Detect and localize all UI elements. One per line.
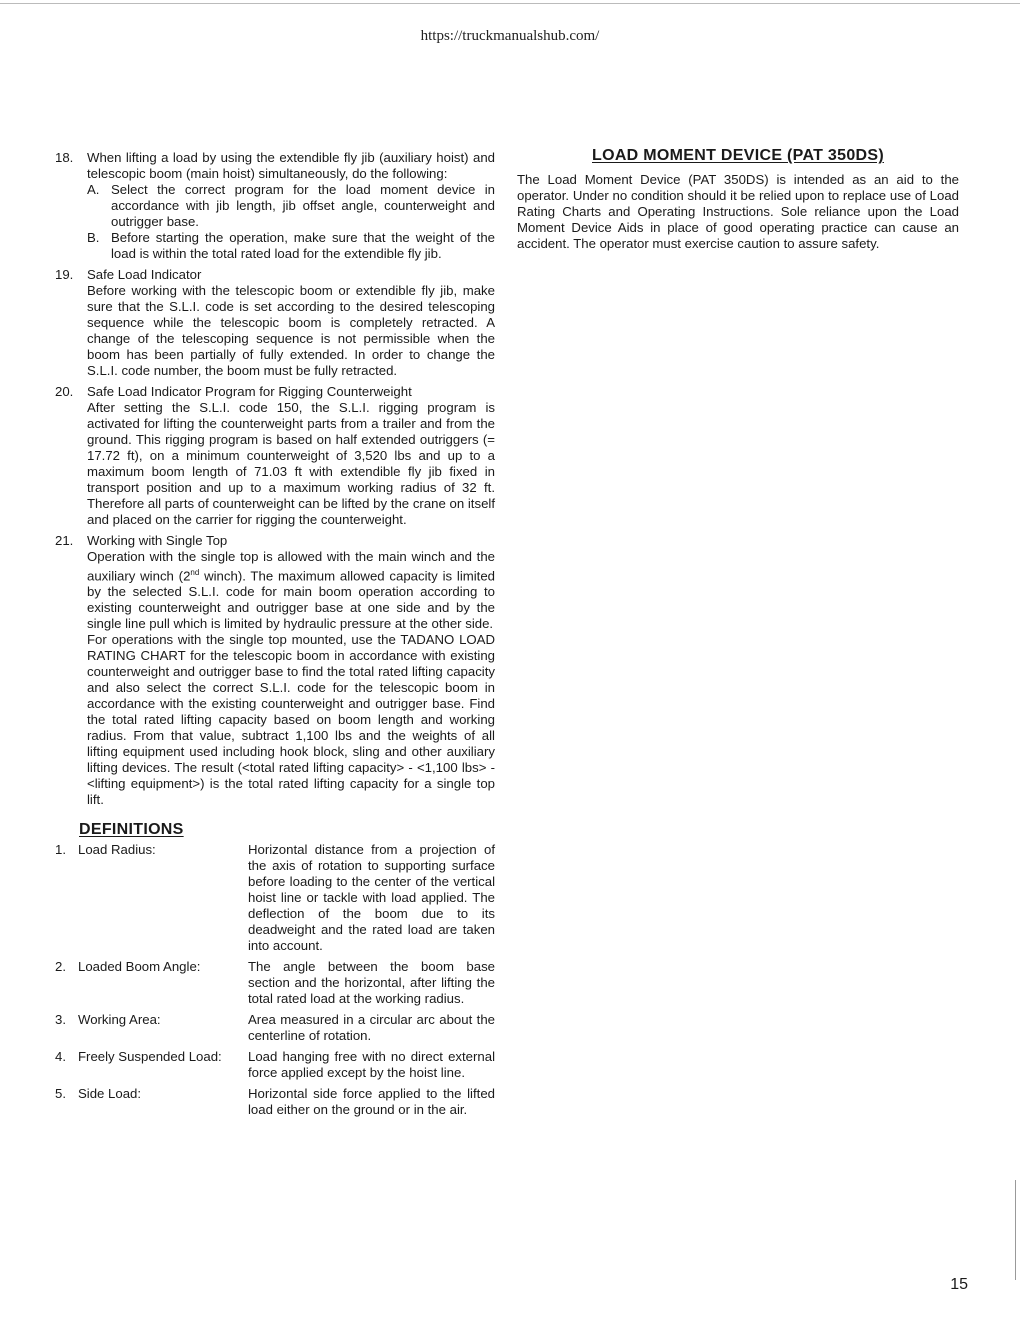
item-text-part-a: Operation with the single top is allowed with the main winch and the auxiliary winch (2 (87, 549, 495, 584)
definition-term: Loaded Boom Angle: (78, 959, 201, 975)
item-text-2: For operations with the single top mounted, use the TADANO LOAD RATING CHART for the telescopic boom in accordance with existing counterweight and outrigger base to find the total rated lifting capacity and also select the correct S.L.I. code for the telescopic boom in accordance with the existing counterweight and outrigger base. Find the total rated lifting capacity based on boom length and working radius. From that value, subtract 1,100 lbs and the weights of all lifting equipment used including hook block, sling and other auxiliary lifting devices. The result (<total rated lifting capacity> - <1,100 lbs> - <lifting equipment>) is the total rated lifting capacity for a single top lift. (87, 632, 495, 808)
definition-term: Side Load: (78, 1086, 142, 1102)
sub-item-text: Before starting the operation, make sure that the weight of the load is within the total rated load for the extendible fly jib. (111, 230, 495, 261)
definition-text: Load hanging free with no direct external force applied except by the hoist line. (248, 1049, 495, 1081)
left-column (55, 150, 495, 1123)
list-item-21 (55, 533, 495, 808)
definitions-heading: DEFINITIONS (79, 821, 184, 839)
item-number: 18. (55, 150, 74, 165)
load-moment-device-heading: LOAD MOMENT DEVICE (PAT 350DS) (592, 147, 884, 164)
top-border-line (0, 3, 1020, 4)
sub-item-a (87, 182, 495, 230)
item-intro: When lifting a load by using the extendible fly jib (auxiliary hoist) and telescopic boom (main hoist) simultaneously, do the following: (87, 150, 495, 181)
definition-4 (55, 1049, 495, 1081)
definition-1 (55, 842, 495, 954)
definition-number: 1. (55, 842, 66, 858)
scan-edge-line (1015, 1180, 1016, 1280)
list-item-18 (55, 150, 495, 262)
load-moment-device-text: The Load Moment Device (PAT 350DS) is intended as an aid to the operator. Under no condition should it be relied upon to replace use of Load Rating Charts and Operating Instructions. Sole reliance upon the Load Moment Device Aids in place of good operating practice can cause an accident. The operator must exercise caution to assure safety. (517, 172, 959, 251)
definition-text: Horizontal side force applied to the lifted load either on the ground or in the air. (248, 1086, 495, 1118)
list-item-20 (55, 384, 495, 528)
item-text-part-b: winch). The maximum allowed capacity is limited by the selected S.L.I. code for main boom operation according to existing counterweight and outrigger base at one side and by the single line pull which is limited by hydraulic pressure at the other side. (87, 568, 495, 632)
item-title: Safe Load Indicator Program for Rigging Counterweight (87, 384, 412, 399)
sub-item-letter: B. (87, 230, 100, 245)
superscript-ordinal: nd (190, 568, 200, 577)
definition-number: 2. (55, 959, 66, 975)
sub-item-letter: A. (87, 182, 100, 197)
definition-text: Horizontal distance from a projection of the axis of rotation to supporting surface before loading to the center of the vertical hoist line or tackle with load applied. The deflection of the boom due to its deadweight and the rated load are taken into account. (248, 842, 495, 954)
item-title: Safe Load Indicator (87, 267, 202, 282)
definition-2 (55, 959, 495, 1007)
definition-term: Freely Suspended Load: (78, 1049, 222, 1065)
item-text: After setting the S.L.I. code 150, the S.L.I. rigging program is activated for lifting the counterweight parts from a trailer and from the ground. This rigging program is based on half extended outriggers (= 17.72 ft), on a minimum counterweight of 3,520 lbs and up to a maximum boom length of 71.03 ft with extendible fly jib fixed in transport position and up to a maximum working radius of 32 ft. Therefore all parts of counterweight can be lifted by the crane on itself and placed on the carrier for rigging the counterweight. (87, 400, 495, 527)
source-url: https://truckmanualshub.com/ (420, 28, 600, 44)
definition-term: Working Area: (78, 1012, 161, 1028)
item-text (87, 549, 495, 632)
sub-item-text: Select the correct program for the load moment device in accordance with jib length, jib offset angle, counterweight and outrigger base. (111, 182, 495, 229)
definition-number: 3. (55, 1012, 66, 1028)
definition-number: 4. (55, 1049, 66, 1065)
item-text: Before working with the telescopic boom or extendible fly jib, make sure that the S.L.I. code is set according to the desired telescoping sequence while the telescopic boom is completely retracted. A change of the telescoping sequence is not permissible when the boom has been partially of fully extended. In order to change the S.L.I. code number, the boom must be fully retracted. (87, 283, 495, 378)
item-number: 21. (55, 533, 74, 548)
item-number: 19. (55, 267, 74, 282)
definition-3 (55, 1012, 495, 1044)
definition-text: Area measured in a circular arc about the centerline of rotation. (248, 1012, 495, 1044)
page-number: 15 (950, 1276, 968, 1293)
item-title: Working with Single Top (87, 533, 228, 548)
definition-text: The angle between the boom base section and the horizontal, after lifting the total rated load at the working radius. (248, 959, 495, 1007)
sub-item-b (87, 230, 495, 262)
definition-term: Load Radius: (78, 842, 156, 858)
definition-5 (55, 1086, 495, 1118)
item-number: 20. (55, 384, 74, 399)
definition-number: 5. (55, 1086, 66, 1102)
list-item-19 (55, 267, 495, 379)
right-column (517, 148, 959, 252)
